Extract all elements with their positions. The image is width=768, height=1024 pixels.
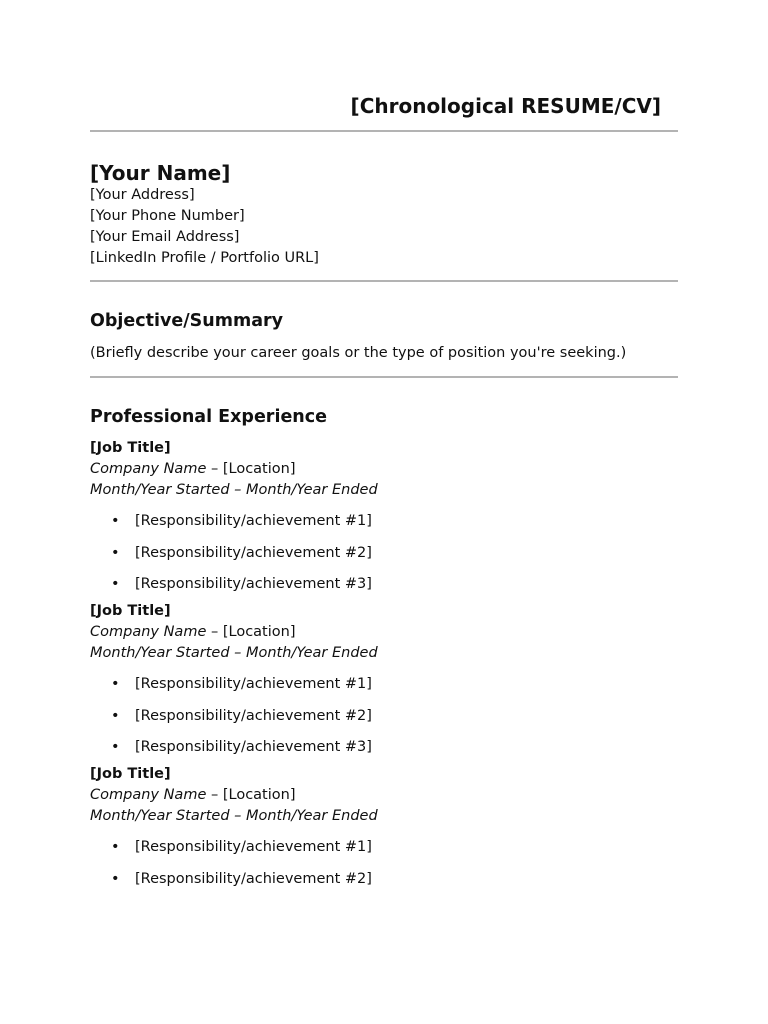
divider	[90, 130, 678, 132]
applicant-name: [Your Name]	[90, 161, 231, 185]
bullet-icon: •	[111, 839, 120, 855]
company-name: Company Name	[90, 461, 207, 477]
contact-address: [Your Address]	[90, 187, 195, 203]
company-name: Company Name	[90, 787, 207, 803]
divider	[90, 280, 678, 282]
bullet-text: [Responsibility/achievement #1]	[135, 676, 372, 692]
job-location: [Location]	[222, 461, 296, 477]
job-dates: Month/Year Started – Month/Year Ended	[90, 645, 378, 661]
list-item	[90, 706, 678, 727]
contact-phone: [Your Phone Number]	[90, 208, 245, 224]
bullet-icon: •	[111, 513, 120, 529]
list-item	[90, 543, 678, 564]
job-title: [Job Title]	[90, 603, 171, 619]
objective-heading: Objective/Summary	[90, 311, 284, 331]
bullet-icon: •	[111, 870, 120, 887]
company-separator: –	[206, 787, 223, 803]
job-entry	[90, 764, 678, 890]
bullet-icon: •	[111, 576, 120, 592]
objective-text: (Briefly describe your career goals or the type of position you're seeking.)	[90, 345, 627, 361]
job-bullets	[90, 511, 678, 595]
company-separator: –	[206, 461, 223, 477]
bullet-icon: •	[111, 707, 120, 724]
job-title: [Job Title]	[90, 766, 171, 782]
job-company-line	[90, 622, 678, 643]
bullet-text: [Responsibility/achievement #2]	[135, 544, 372, 561]
bullet-text: [Responsibility/achievement #3]	[135, 739, 372, 755]
list-item	[90, 574, 678, 595]
job-bullets	[90, 674, 678, 758]
company-separator: –	[206, 624, 223, 640]
contact-email: [Your Email Address]	[90, 229, 240, 245]
divider	[90, 376, 678, 378]
bullet-icon: •	[111, 739, 120, 755]
job-dates: Month/Year Started – Month/Year Ended	[90, 808, 378, 824]
job-entry	[90, 438, 678, 595]
job-location: [Location]	[222, 624, 296, 640]
experience-heading: Professional Experience	[90, 407, 328, 427]
bullet-text: [Responsibility/achievement #2]	[135, 870, 372, 887]
job-entry	[90, 601, 678, 758]
list-item	[90, 511, 678, 532]
bullet-icon: •	[111, 544, 120, 561]
bullet-icon: •	[111, 676, 120, 692]
bullet-text: [Responsibility/achievement #2]	[135, 707, 372, 724]
job-company-line	[90, 785, 678, 806]
job-dates: Month/Year Started – Month/Year Ended	[90, 482, 378, 498]
job-title: [Job Title]	[90, 440, 171, 456]
job-location: [Location]	[222, 787, 296, 803]
contact-profile-url: [LinkedIn Profile / Portfolio URL]	[90, 250, 319, 266]
list-item	[90, 869, 678, 890]
contact-info	[90, 185, 678, 269]
list-item	[90, 674, 678, 695]
document-title: [Chronological RESUME/CV]	[350, 94, 661, 118]
resume-content	[90, 94, 678, 890]
job-bullets	[90, 837, 678, 890]
bullet-text: [Responsibility/achievement #1]	[135, 513, 372, 529]
bullet-text: [Responsibility/achievement #1]	[135, 839, 372, 855]
bullet-text: [Responsibility/achievement #3]	[135, 576, 372, 592]
list-item	[90, 837, 678, 858]
job-company-line	[90, 459, 678, 480]
list-item	[90, 737, 678, 758]
company-name: Company Name	[90, 624, 207, 640]
